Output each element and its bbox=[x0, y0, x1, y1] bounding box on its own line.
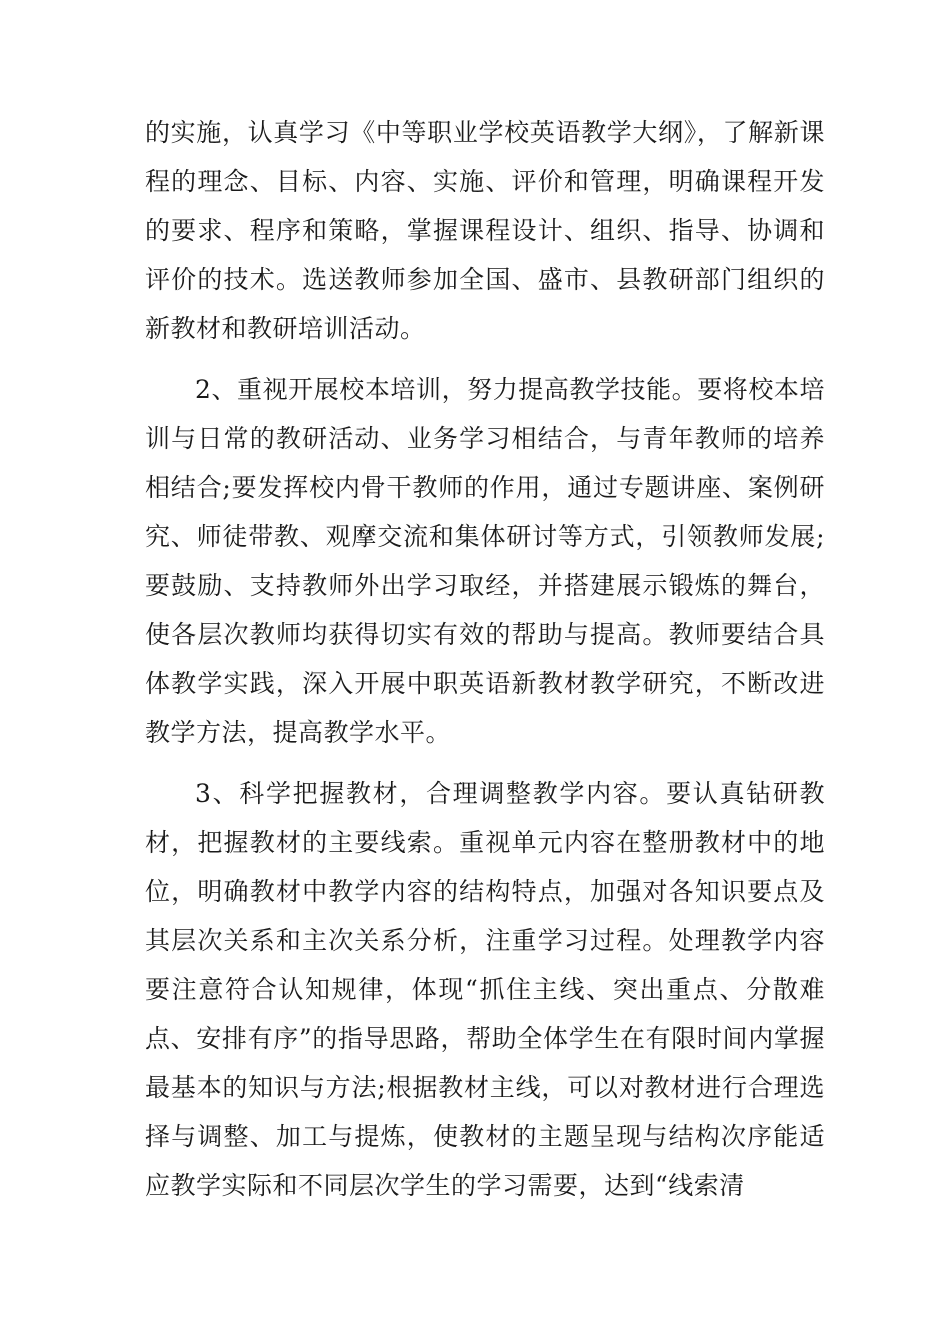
paragraph-continuation: 的实施，认真学习《中等职业学校英语教学大纲》，了解新课程的理念、目标、内容、实施、评价和管理，明确课程开发的要求、程序和策略，掌握课程设计、组织、指导、协调和评价的技术。选送教师参加全国、盛市、县教研部门组织的新教材和教研培训活动。 bbox=[145, 118, 825, 343]
document-body bbox=[145, 108, 825, 1210]
paragraph-item-2: 2、重视开展校本培训，努力提高教学技能。要将校本培训与日常的教研活动、业务学习相结合，与青年教师的培养相结合;要发挥校内骨干教师的作用，通过专题讲座、案例研究、师徒带教、观摩交流和集体研讨等方式，引领教师发展;要鼓励、支持教师外出学习取经，并搭建展示锻炼的舞台，使各层次教师均获得切实有效的帮助与提高。教师要结合具体教学实践，深入开展中职英语新教材教学研究，不断改进教学方法，提高教学水平。 bbox=[145, 375, 825, 747]
paragraph-item-3: 3、科学把握教材，合理调整教学内容。要认真钻研教材，把握教材的主要线索。重视单元内容在整册教材中的地位，明确教材中教学内容的结构特点，加强对各知识要点及其层次关系和主次关系分析，注重学习过程。处理教学内容要注意符合认知规律，体现“抓住主线、突出重点、分散难点、安排有序”的指导思路，帮助全体学生在有限时间内掌握最基本的知识与方法;根据教材主线，可以对教材进行合理选择与调整、加工与提炼，使教材的主题呈现与结构次序能适应教学实际和不同层次学生的学习需要，达到“线索清 bbox=[145, 779, 825, 1200]
